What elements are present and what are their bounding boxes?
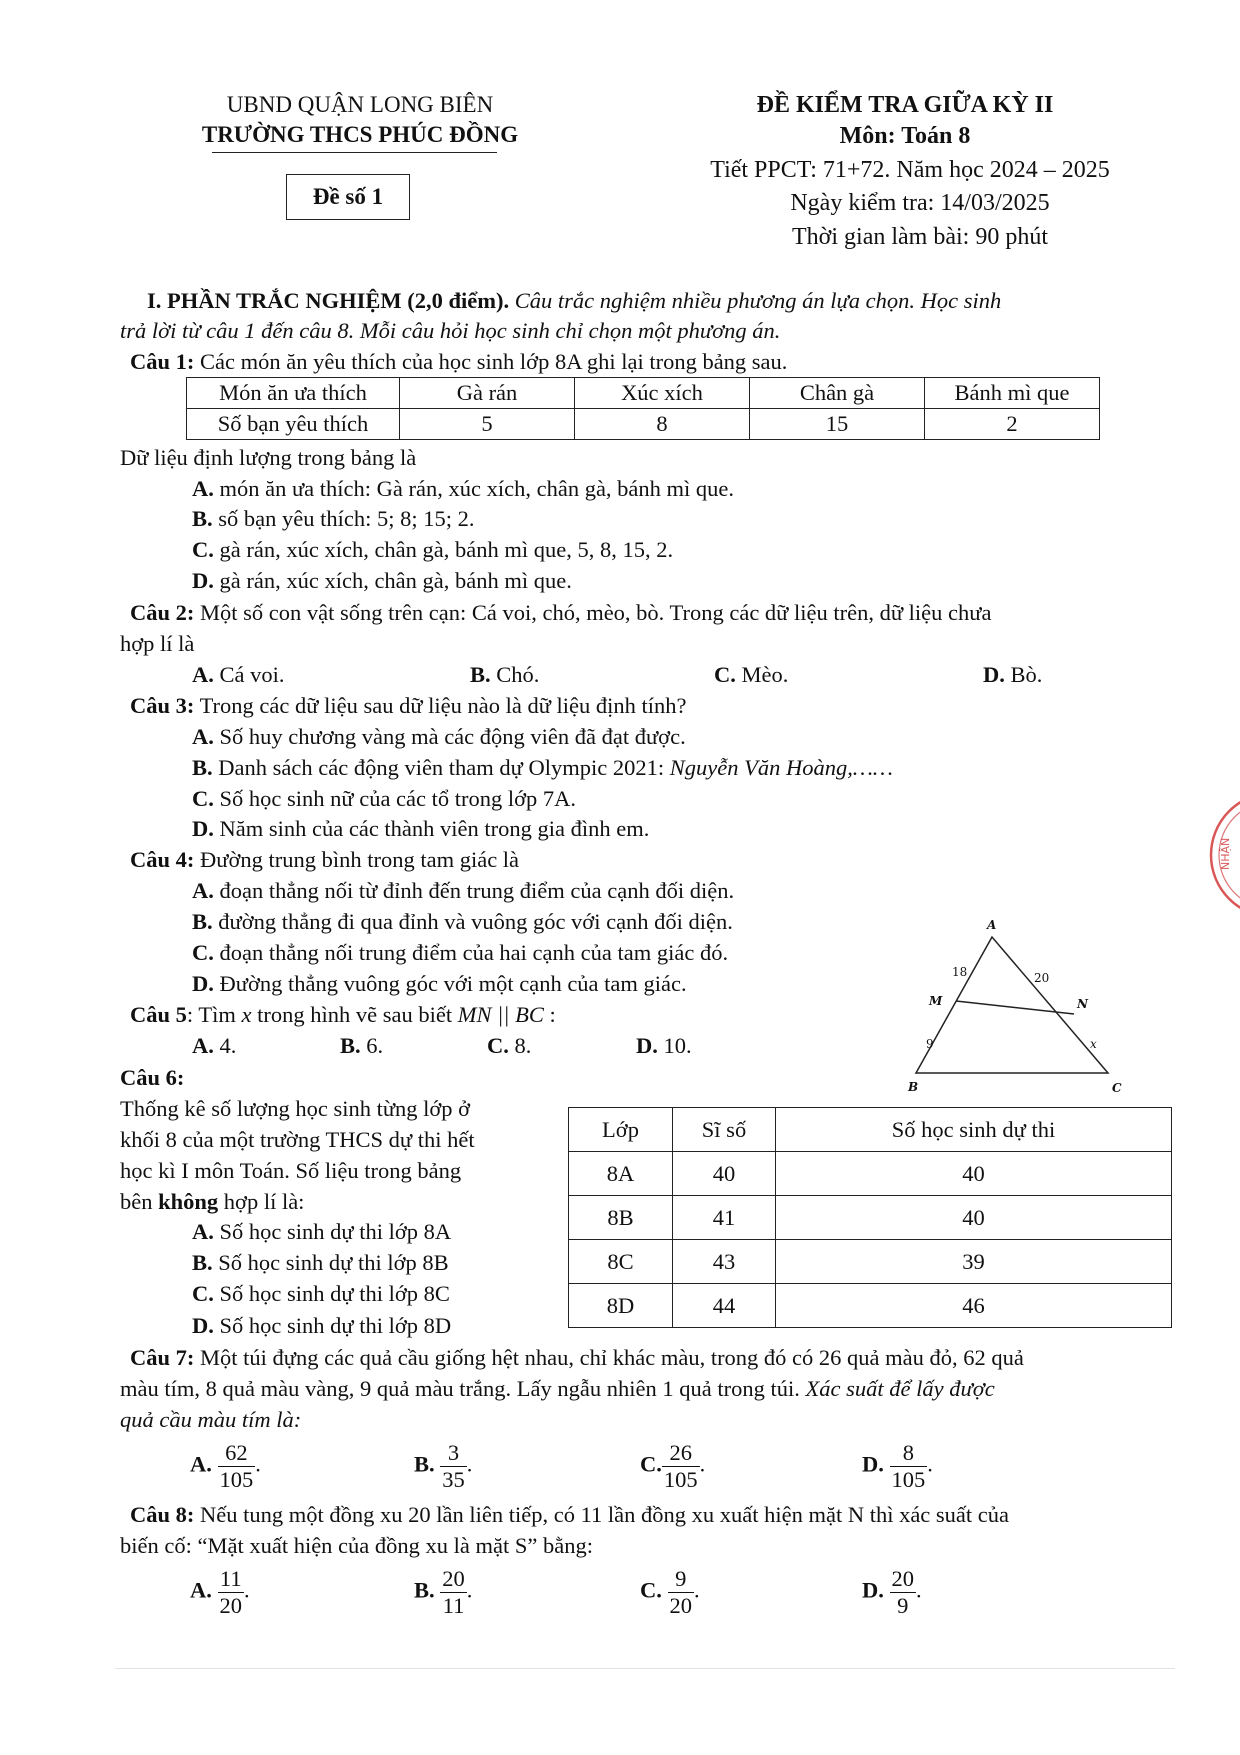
option-letter: B. (192, 1250, 213, 1275)
q8-label: Câu 8: (130, 1502, 195, 1527)
table-cell: Xúc xích (575, 378, 750, 409)
numerator: 62 (218, 1440, 256, 1467)
q7-option-a[interactable]: A. $\frac{62}{105}$ . (190, 1440, 261, 1492)
q5-var: x (241, 1002, 252, 1027)
q3-option-d[interactable] (192, 816, 649, 842)
option-text: gà rán, xúc xích, chân gà, bánh mì que. (219, 568, 572, 593)
option-letter: C. (192, 537, 214, 562)
table-row (569, 1152, 1172, 1196)
q5-option-a[interactable] (192, 1033, 236, 1059)
option-text: 10. (663, 1033, 692, 1058)
fraction (218, 1440, 256, 1493)
option-letter: A. (190, 1451, 212, 1477)
option-text: 8. (514, 1033, 532, 1058)
numerator: 11 (218, 1566, 245, 1593)
table-cell: Món ăn ưa thích (187, 378, 400, 409)
option-letter: A. (190, 1577, 212, 1603)
section-title-line (147, 288, 1207, 314)
q8-option-c[interactable]: C. $\frac{9}{20}$ . (640, 1566, 700, 1618)
numerator: 8 (890, 1440, 928, 1467)
q5-line (130, 1002, 1190, 1028)
section-title: I. PHẦN TRẮC NGHIỆM (2,0 điểm). (147, 288, 510, 313)
q5-colon: : (549, 1002, 556, 1027)
q8-text-2: biến cố: “Mặt xuất hiện của đồng xu là mặt S” bằng: (120, 1533, 593, 1558)
table-cell: 41 (673, 1196, 776, 1240)
numerator: 3 (440, 1440, 467, 1467)
table-cell: 8B (569, 1196, 673, 1240)
stamp-text: NHẬN (1219, 837, 1232, 870)
option-letter: D. (862, 1577, 884, 1603)
option-letter: B. (192, 909, 213, 934)
option-letter: D. (636, 1033, 658, 1058)
exam-period: Tiết PPCT: 71+72. Năm học 2024 – 2025 (710, 157, 1110, 183)
q1-label: Câu 1: (130, 349, 195, 374)
q5-label: Câu 5 (130, 1002, 187, 1027)
table-cell: 15 (750, 409, 925, 440)
table-cell: Bánh mì que (925, 378, 1100, 409)
q7-text-2b: Xác suất để lấy được (805, 1376, 995, 1401)
exam-subject: Môn: Toán 8 (839, 123, 971, 149)
q6-text-2: khối 8 của một trường THCS dự thi hết (120, 1127, 475, 1152)
q5-text-pre: : Tìm (186, 1002, 236, 1027)
q8-option-a[interactable]: A. $\frac{11}{20}$ . (190, 1566, 250, 1618)
option-text: Danh sách các động viên tham dự Olympic 2021: (218, 755, 665, 780)
q5-text-post: trong hình vẽ sau biết (257, 1002, 453, 1027)
option-letter: C. (192, 786, 214, 811)
q2-option-d[interactable] (983, 662, 1042, 688)
option-letter: A. (192, 476, 214, 501)
q2-text-2: hợp lí là (120, 631, 195, 656)
label-a: A (987, 918, 997, 932)
q2-option-a[interactable] (192, 662, 285, 688)
q4-option-d[interactable] (192, 971, 687, 997)
option-text: Số học sinh dự thi lớp 8A (219, 1219, 452, 1244)
denominator: 105 (891, 1466, 926, 1492)
option-text: đoạn thẳng nối trung điểm của hai cạnh của tam giác đó. (219, 940, 729, 965)
q5-option-b[interactable] (340, 1033, 383, 1059)
q3-line (130, 693, 1190, 719)
q7-option-c[interactable]: C. $\frac{26}{105}$ . (640, 1440, 706, 1492)
exam-duration: Thời gian làm bài: 90 phút (792, 224, 1048, 250)
table-row (569, 1108, 1172, 1152)
option-text: Số học sinh dự thi lớp 8C (219, 1281, 450, 1306)
q4-line (130, 847, 1190, 873)
option-text: số bạn yêu thích: 5; 8; 15; 2. (218, 506, 475, 531)
q6-text-4b: không (158, 1189, 219, 1214)
option-letter: C. (487, 1033, 509, 1058)
table-cell: 8A (569, 1152, 673, 1196)
school-underline (212, 152, 497, 153)
q1-table (186, 377, 1100, 440)
q3-text: Trong các dữ liệu sau dữ liệu nào là dữ liệu định tính? (199, 693, 687, 718)
option-letter: B. (340, 1033, 361, 1058)
denominator: 9 (897, 1592, 909, 1618)
option-letter: C. (640, 1577, 662, 1603)
q7-option-b[interactable]: B. $\frac{3}{35}$ . (414, 1440, 473, 1492)
q1-text: Các món ăn yêu thích của học sinh lớp 8A ghi lại trong bảng sau. (200, 349, 788, 374)
fraction (662, 1440, 700, 1493)
table-cell: 44 (673, 1284, 776, 1328)
option-letter: D. (192, 1313, 214, 1338)
school-name: TRƯỜNG THCS PHÚC ĐỒNG (201, 122, 519, 147)
q5-option-c[interactable] (487, 1033, 531, 1059)
q3-label: Câu 3: (130, 693, 195, 718)
option-text: đoạn thẳng nối từ đỉnh đến trung điểm của cạnh đối diện. (219, 878, 735, 903)
option-letter: A. (192, 662, 214, 687)
q4-text: Đường trung bình trong tam giác là (200, 847, 520, 872)
denominator: 35 (442, 1466, 465, 1492)
table-cell: 46 (776, 1284, 1172, 1328)
q4-label: Câu 4: (130, 847, 195, 872)
option-text: Số học sinh nữ của các tổ trong lớp 7A. (219, 786, 577, 811)
q6-text-4c: hợp lí là: (223, 1189, 305, 1214)
table-header-cell: Số học sinh dự thi (776, 1108, 1172, 1152)
numerator: 9 (668, 1566, 695, 1593)
q6-option-d[interactable] (192, 1313, 451, 1339)
option-letter: B. (414, 1577, 435, 1603)
option-letter: C. (714, 662, 736, 687)
option-text: Số học sinh dự thi lớp 8D (219, 1313, 452, 1338)
label-nc: x (1090, 1037, 1097, 1051)
q2-text-1: Một số con vật sống trên cạn: Cá voi, chó, mèo, bò. Trong các dữ liệu trên, dữ liệu chưa (200, 600, 992, 625)
q5-condition: MN || BC (457, 1002, 544, 1027)
table-cell: Số bạn yêu thích (187, 409, 400, 440)
denominator: 20 (669, 1592, 692, 1618)
red-stamp-seal (1205, 770, 1240, 940)
table-cell: 8 (575, 409, 750, 440)
table-row (569, 1284, 1172, 1328)
label-an: 20 (1034, 971, 1050, 985)
q1-option-c[interactable] (192, 537, 673, 563)
table-cell: Chân gà (750, 378, 925, 409)
option-letter: D. (862, 1451, 884, 1477)
option-letter: D. (192, 816, 214, 841)
denominator: 11 (442, 1592, 465, 1618)
option-text: Đường thẳng vuông góc với một cạnh của tam giác. (219, 971, 687, 996)
option-letter: C. (192, 1281, 214, 1306)
table-cell: 5 (400, 409, 575, 440)
option-text: gà rán, xúc xích, chân gà, bánh mì que, 5, 8, 15, 2. (219, 537, 674, 562)
exam-date: Ngày kiểm tra: 14/03/2025 (790, 190, 1050, 216)
option-letter: D. (192, 971, 214, 996)
table-cell: Gà rán (400, 378, 575, 409)
q1-option-a[interactable] (192, 476, 734, 502)
label-m: M (929, 994, 943, 1008)
option-letter: D. (983, 662, 1005, 687)
option-text: Năm sinh của các thành viên trong gia đình em. (219, 816, 650, 841)
q3-option-a[interactable] (192, 724, 686, 750)
q7-line-2 (120, 1376, 1180, 1402)
exam-code-box: Đề số 1 (286, 174, 410, 220)
table-cell: 40 (776, 1152, 1172, 1196)
q3-option-c[interactable] (192, 786, 576, 812)
option-text: Bò. (1010, 662, 1043, 687)
fraction (440, 1440, 467, 1493)
exam-title: ĐỀ KIỂM TRA GIỮA KỲ II (756, 92, 1054, 118)
table-cell: 40 (673, 1152, 776, 1196)
table-cell: 8C (569, 1240, 673, 1284)
table-row (187, 409, 1100, 440)
q6-text-1: Thống kê số lượng học sinh từng lớp ở (120, 1096, 471, 1121)
q7-line (130, 1345, 1190, 1371)
q6-option-a[interactable] (192, 1219, 451, 1245)
q2-option-b[interactable] (470, 662, 539, 688)
denominator: 105 (219, 1466, 254, 1492)
option-text: 4. (219, 1033, 237, 1058)
numerator: 20 (442, 1566, 465, 1591)
option-letter: C. (640, 1451, 662, 1477)
option-letter: B. (192, 755, 213, 780)
q1-line (130, 349, 1190, 375)
q7-label: Câu 7: (130, 1345, 195, 1370)
table-header-cell: Sĩ số (673, 1108, 776, 1152)
fraction (890, 1566, 917, 1619)
label-mb: 9 (926, 1037, 934, 1051)
q8-option-b[interactable]: B. $\frac{20}{11}$ . (414, 1566, 473, 1618)
q8-line (130, 1502, 1190, 1528)
option-letter: B. (414, 1451, 435, 1477)
option-text: Cá voi. (219, 662, 285, 687)
table-cell: 40 (776, 1196, 1172, 1240)
table-cell: 8D (569, 1284, 673, 1328)
table-cell: 43 (673, 1240, 776, 1284)
q6-text-3: học kì I môn Toán. Số liệu trong bảng (120, 1158, 462, 1183)
q4-option-c[interactable] (192, 940, 728, 966)
section-instruction-1: Câu trắc nghiệm nhiều phương án lựa chọn. Học sinh (514, 288, 1002, 313)
section-instruction-2: trả lời từ câu 1 đến câu 8. Mỗi câu hỏi học sinh chỉ chọn một phương án. (120, 318, 781, 343)
option-letter: C. (192, 940, 214, 965)
q4-option-b[interactable] (192, 909, 733, 935)
q1-option-b[interactable] (192, 506, 475, 532)
fraction (890, 1440, 928, 1493)
numerator: 26 (662, 1440, 700, 1467)
option-text: 6. (366, 1033, 384, 1058)
option-letter: A. (192, 1219, 214, 1244)
option-text: món ăn ưa thích: Gà rán, xúc xích, chân gà, bánh mì que. (219, 476, 735, 501)
fraction (218, 1566, 245, 1619)
fraction (668, 1566, 695, 1619)
fraction (440, 1566, 467, 1619)
option-text: Số học sinh dự thi lớp 8B (218, 1250, 449, 1275)
q7-text-1: Một túi đựng các quả cầu giống hệt nhau, chỉ khác màu, trong đó có 26 quả màu đỏ, 62 quả (200, 1345, 1024, 1370)
option-letter: D. (192, 568, 214, 593)
q2-option-c[interactable] (714, 662, 788, 688)
option-letter: A. (192, 1033, 214, 1058)
denominator: 105 (663, 1466, 698, 1492)
option-letter: A. (192, 724, 214, 749)
table-row (569, 1196, 1172, 1240)
q1-option-d[interactable] (192, 568, 572, 594)
denominator: 20 (219, 1592, 242, 1618)
label-c: C (1112, 1081, 1122, 1095)
label-b: B (908, 1080, 919, 1094)
label-n: N (1077, 997, 1088, 1011)
q6-option-c[interactable] (192, 1281, 450, 1307)
q5-option-d[interactable] (636, 1033, 692, 1059)
table-cell: 39 (776, 1240, 1172, 1284)
option-text-italic: Nguyễn Văn Hoàng,…… (669, 755, 893, 780)
option-text: Chó. (496, 662, 540, 687)
table-header-cell: Lớp (569, 1108, 673, 1152)
q7-text-3: quả cầu màu tím là: (120, 1407, 302, 1432)
label-am: 18 (952, 965, 968, 979)
table-row (569, 1240, 1172, 1284)
q6-text-4a: bên (120, 1189, 153, 1214)
numerator: 20 (891, 1566, 914, 1591)
q7-text-2a: màu tím, 8 quả màu vàng, 9 quả màu trắng. Lấy ngẫu nhiên 1 quả trong túi. (120, 1376, 800, 1401)
table-cell: 2 (925, 409, 1100, 440)
option-letter: B. (192, 506, 213, 531)
option-letter: A. (192, 878, 214, 903)
q2-line (130, 600, 1190, 626)
q8-option-d[interactable]: D. $\frac{20}{9}$ . (862, 1566, 922, 1618)
option-text: Mèo. (741, 662, 789, 687)
q3-option-b[interactable] (192, 755, 893, 781)
q2-label: Câu 2: (130, 600, 195, 625)
q1-stem: Dữ liệu định lượng trong bảng là (120, 445, 417, 470)
q4-option-a[interactable] (192, 878, 734, 904)
q6-table (568, 1107, 1172, 1328)
footer-divider (115, 1668, 1175, 1669)
q6-label: Câu 6: (120, 1065, 185, 1090)
option-text: Số huy chương vàng mà các động viên đã đạt được. (219, 724, 686, 749)
option-text: đường thẳng đi qua đỉnh và vuông góc với cạnh đối diện. (218, 909, 733, 934)
table-row (187, 378, 1100, 409)
q8-text-1: Nếu tung một đồng xu 20 lần liên tiếp, có 11 lần đồng xu xuất hiện mặt N thì xác suất của (200, 1502, 1010, 1527)
option-letter: B. (470, 662, 491, 687)
q6-option-b[interactable] (192, 1250, 449, 1276)
q7-option-d[interactable]: D. $\frac{8}{105}$ . (862, 1440, 933, 1492)
district-name: UBND QUẬN LONG BIÊN (226, 92, 494, 117)
